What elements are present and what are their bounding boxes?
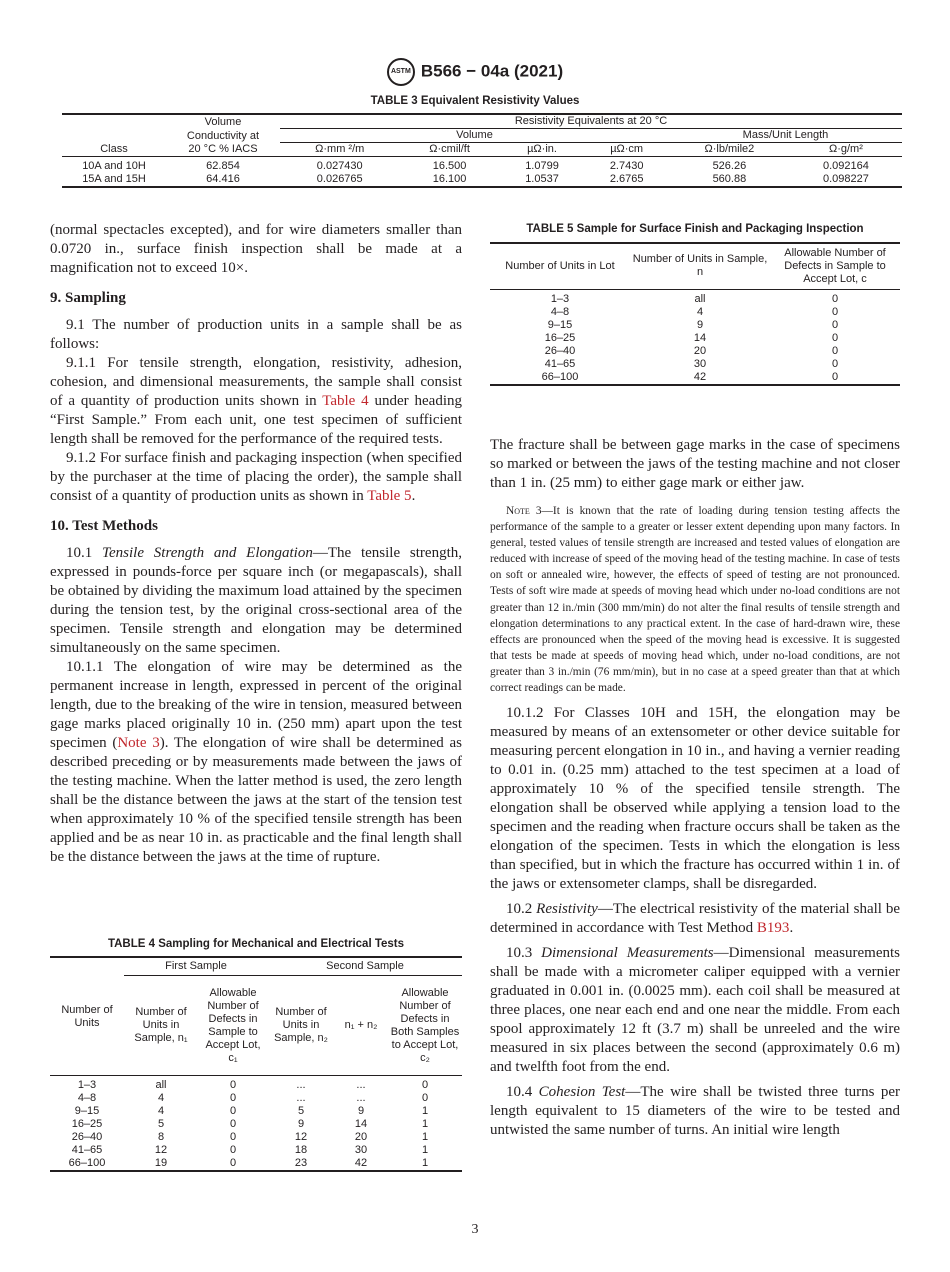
- table-cell: 0: [421, 1079, 429, 1091]
- text: under heading “First Sample.” From each unit, one test specimen of sufficient length shall be removed for the performance of the required tests.: [50, 393, 462, 447]
- subsection-title: Cohesion Test: [538, 1084, 626, 1101]
- table-row: [490, 306, 900, 319]
- th-n1: Number of Units in Sample, n₁: [134, 1006, 188, 1044]
- link-table-4[interactable]: Table 4: [322, 393, 369, 409]
- table-cell: 560.88: [712, 173, 747, 185]
- table-cell: 14: [354, 1118, 368, 1130]
- table-cell: 0: [831, 331, 839, 344]
- table4-caption: TABLE 4 Sampling for Mechanical and Electrical Tests: [107, 938, 405, 950]
- table-cell: 26–40: [544, 344, 576, 357]
- text: 10.3: [506, 945, 542, 962]
- table-cell: 1: [421, 1144, 429, 1156]
- th-unit: Ω·g/m²: [828, 143, 863, 155]
- table-cell: ...: [296, 1092, 306, 1104]
- table-cell: 12: [294, 1131, 308, 1143]
- table3-caption: TABLE 3 Equivalent Resistivity Values: [370, 95, 580, 107]
- table-cell: 26–40: [71, 1131, 103, 1143]
- text: 10.2: [506, 901, 537, 918]
- table-cell: 0.098227: [822, 173, 869, 185]
- table-row: [50, 1092, 462, 1105]
- table-row: [490, 332, 900, 345]
- text: 10.1: [66, 545, 103, 561]
- table-cell: 16–25: [71, 1118, 103, 1130]
- th-n2: Number of Units in Sample, n₂: [274, 1006, 328, 1044]
- page-number: 3: [471, 1222, 479, 1237]
- paragraph-9-1: 9.1 The number of production units in a sample shall be as follows:: [50, 317, 462, 352]
- table-cell: 41–65: [544, 357, 576, 370]
- left-column: [50, 221, 462, 867]
- table-cell: 1–3: [77, 1079, 97, 1091]
- th-number-of-units: Number of Units: [61, 1003, 113, 1029]
- table-cell: 23: [294, 1157, 308, 1169]
- table-cell: 64.416: [206, 173, 240, 185]
- table-cell: 12: [154, 1144, 168, 1156]
- paragraph-10-4: [490, 1083, 900, 1140]
- table-cell: 15A and 15H: [82, 173, 146, 185]
- table-cell: 0: [831, 344, 839, 357]
- table-cell: 0: [831, 357, 839, 370]
- table-cell: 0: [229, 1092, 237, 1104]
- table-cell: 0: [421, 1092, 429, 1104]
- table-cell: 41–65: [71, 1144, 103, 1156]
- th-unit: µΩ·cm: [610, 143, 644, 155]
- table-cell: 0: [831, 305, 839, 318]
- table-cell: 0: [831, 292, 839, 305]
- table-row: [62, 173, 902, 187]
- th-resistivity: Resistivity Equivalents at 20 °C: [280, 114, 902, 129]
- text: .: [789, 920, 794, 937]
- table-row: [490, 289, 900, 306]
- paragraph-9-1-1: [50, 354, 462, 449]
- text: —The electrical resistivity of the material shall be determined in accordance with Test Method: [490, 901, 901, 937]
- table-cell: 526.26: [712, 160, 747, 172]
- table-cell: 0: [831, 318, 839, 331]
- table-cell: 4–8: [77, 1092, 97, 1104]
- paragraph-10-1-1: [50, 658, 462, 867]
- table-cell: 1: [421, 1105, 429, 1117]
- th-unit: Ω·lb/mile2: [704, 143, 755, 155]
- table-cell: ...: [356, 1079, 366, 1091]
- table-row: [50, 1157, 462, 1171]
- table-cell: 9: [297, 1118, 305, 1130]
- table-cell: 0.026765: [316, 173, 363, 185]
- table-cell: 66–100: [68, 1157, 106, 1169]
- th-volume: Volume: [204, 115, 242, 128]
- table-row: [50, 1131, 462, 1144]
- subsection-title: Dimensional Measurements: [541, 945, 714, 962]
- table-cell: 4: [157, 1092, 165, 1104]
- table-row: [50, 1076, 462, 1093]
- subsection-title: Resistivity: [536, 901, 598, 918]
- table5-caption: TABLE 5 Sample for Surface Finish and Packaging Inspection: [526, 223, 864, 235]
- table-cell: 19: [154, 1157, 168, 1169]
- th-units-in-lot: Number of Units in Lot: [505, 259, 615, 272]
- text: 9.1.1 For tensile strength, elongation, resistivity, adhesion, cohesion, and dimensional measurements, the sample shall consist of a quantity of production units shown in: [50, 355, 462, 409]
- table-cell: 9: [357, 1105, 365, 1117]
- paragraph-10-2: [490, 900, 900, 938]
- section-heading-10: 10. Test Methods: [50, 518, 158, 534]
- th-first-sample: First Sample: [124, 957, 268, 976]
- table-cell: 4: [157, 1105, 165, 1117]
- table-cell: 0: [229, 1105, 237, 1117]
- th-unit: Ω·mm ²/m: [315, 143, 365, 155]
- text: 9.1.2 For surface finish and packaging inspection (when specified by the purchaser at the time of placing the order), the sample shall consist of a quantity of production units as shown in: [50, 450, 462, 504]
- table-cell: 5: [157, 1118, 165, 1130]
- text: 10.4: [506, 1084, 539, 1101]
- table-row: [490, 345, 900, 358]
- subsection-title: Tensile Strength and Elongation: [102, 545, 313, 561]
- th-unit: Ω·cmil/ft: [429, 143, 470, 155]
- table-cell: 10A and 10H: [82, 160, 146, 172]
- text: —The tensile strength, expressed in pounds-force per square inch (or megapascals), shall be obtained by dividing the maximum load attained by the specimen during the tension test, by the original cross-sectional area of the specimen. Tensile strength and elongation may be determined simultaneously on the same specimen.: [50, 545, 462, 656]
- table-cell: all: [155, 1079, 167, 1091]
- link-b193[interactable]: B193: [756, 920, 790, 937]
- table-cell: 66–100: [541, 370, 579, 383]
- table-cell: 0.092164: [822, 160, 869, 172]
- th-unit: µΩ·in.: [527, 143, 557, 155]
- table5: [490, 242, 900, 386]
- text: —Dimensional measurements shall be made with a micrometer caliper equipped with a vernier graduated in 0.001 in. (0.0025 mm). each coil shall be measured at three places, one near each end and one near the middle. From each spool approximately 12 ft (3.7 m) shall be unreeled and the wire measured in six places between the second (approximately 0.6 m) and twelfth foot from the end.: [490, 945, 900, 1076]
- section-heading-9: 9. Sampling: [50, 290, 126, 306]
- note-label: Note 3: [506, 505, 542, 517]
- table-cell: 5: [297, 1105, 305, 1117]
- note-3: [490, 503, 900, 696]
- table-cell: 14: [693, 331, 707, 344]
- table-cell: 62.854: [206, 160, 240, 172]
- table-cell: 2.6765: [609, 173, 644, 185]
- link-table-5[interactable]: Table 5: [367, 488, 412, 504]
- table-cell: 42: [354, 1157, 368, 1169]
- table-cell: 1.0537: [525, 173, 559, 185]
- table-cell: 9–15: [547, 318, 573, 331]
- paragraph-9-1-2: [50, 449, 462, 506]
- table-cell: 4–8: [550, 305, 570, 318]
- th-second-sample: Second Sample: [268, 957, 462, 976]
- text: .: [411, 488, 416, 504]
- table-cell: 20: [354, 1131, 368, 1143]
- table-cell: 16–25: [544, 331, 576, 344]
- th-iacs: 20 °C % IACS: [188, 143, 258, 155]
- designation: B566 − 04a (2021): [420, 61, 564, 81]
- th-mass: Mass/Unit Length: [669, 129, 902, 143]
- table-row: [50, 1144, 462, 1157]
- table-cell: 1: [421, 1118, 429, 1130]
- table-cell: all: [694, 292, 706, 305]
- table-row: [50, 1118, 462, 1131]
- astm-logo-icon: ASTM: [387, 58, 415, 86]
- table-cell: 20: [693, 344, 707, 357]
- paragraph-fracture: The fracture shall be between gage marks in the case of specimens so marked or between the jaws of the testing machine and not closer than 1 in. (25 mm) to either gage mark or either jaw.: [490, 437, 900, 491]
- th-c2: Allowable Number of Defects in Both Samples to Accept Lot, c₂: [390, 986, 460, 1064]
- table-cell: 0: [229, 1079, 237, 1091]
- th-allowable-defects: Allowable Number of Defects in Sample to Accept Lot, c: [784, 246, 886, 285]
- table-cell: 0: [229, 1144, 237, 1156]
- table-cell: 0: [229, 1157, 237, 1169]
- table-cell: ...: [356, 1092, 366, 1104]
- right-column: [490, 436, 900, 1140]
- table-cell: 8: [157, 1131, 165, 1143]
- table-cell: 1–3: [550, 292, 570, 305]
- table-cell: 42: [693, 370, 707, 383]
- table-cell: 1: [421, 1131, 429, 1143]
- table-cell: 1.0799: [525, 160, 559, 172]
- table-row: [490, 358, 900, 371]
- text: 10.1.1 The elongation of wire may be determined as the permanent increase in length, expressed in percent of the original length, due to the breaking of the wire in tension, measured between gage marks placed originally 10 in. (250 mm) apart upon the test specimen (: [50, 659, 462, 751]
- th-c1: Allowable Number of Defects in Sample to Accept Lot, c₁: [205, 986, 261, 1064]
- text: —It is known that the rate of loading during tension testing affects the performance of the sample to a greater or lesser extent depending upon many factors. In general, tested values of tensile strength are increased and tested values of elongation are reduced with increase of speed of the moving head of the testing machine. In case of tests on soft or annealed wire, however, the effects of speed of testing are not pronounced. Tests of soft wire made at speeds of moving head which under no-load conditions are not greater than 12 in./min (300 mm/min) do not alter the final results of tensile strength and elongation determinations to any practical extent. In the case of hard-drawn wire, these effects are pronounced when the speed of the moving head is excessive. It is suggested that tests be made at speeds of moving head which, under no-load conditions, are not greater than 3 in./min (76 mm/min), but in no case at a speed greater than that at which correct readings can be made.: [490, 505, 900, 695]
- table-row: [490, 319, 900, 332]
- link-note-3[interactable]: Note 3: [117, 735, 160, 751]
- th-n1-plus-n2: n₁ + n₂: [344, 1019, 378, 1031]
- table-cell: 4: [696, 305, 704, 318]
- paragraph-10-3: [490, 944, 900, 1077]
- table-cell: 30: [693, 357, 707, 370]
- table-cell: 2.7430: [609, 160, 644, 172]
- table-cell: 16.500: [432, 160, 467, 172]
- table4: [50, 956, 462, 1172]
- table-cell: ...: [296, 1079, 306, 1091]
- table-cell: 30: [354, 1144, 368, 1156]
- table-cell: 9–15: [74, 1105, 100, 1117]
- table3: [62, 113, 902, 188]
- table-cell: 0: [229, 1131, 237, 1143]
- table-cell: 0.027430: [316, 160, 363, 172]
- text: —The wire shall be twisted three turns per length equivalent to 15 diameters of the wire to be tested and untwisted the same number of turns. An initial wire length: [490, 1084, 901, 1139]
- table-cell: 0: [831, 370, 839, 383]
- table-cell: 16.100: [432, 173, 467, 185]
- table-row: [490, 371, 900, 385]
- th-class: Class: [100, 143, 128, 155]
- table-cell: 18: [294, 1144, 308, 1156]
- table-cell: 0: [229, 1118, 237, 1130]
- paragraph-10-1: [50, 544, 462, 658]
- paragraph-10-1-2: 10.1.2 For Classes 10H and 15H, the elongation may be measured by means of an extensometer or other device suitable for measuring percent elongation in 10 in., and having a vernier reading to 0.01 in. (0.25 mm) attached to the test specimen at a load of approximately 10 % of the specified tensile strength. The elongation shall be observed while applying a tension load to the specimen and the reading when fracture occurs shall be taken as the elongation of the specimen. Tests in which the elongation is less than specified, but in which the fracture has occurred within 1 in. of the jaws or extensometer clamps, shall be disregarded.: [490, 705, 900, 893]
- paragraph: (normal spectacles excepted), and for wire diameters smaller than 0.0720 in., surface finish inspection shall be made at a magnification not to exceed 10×.: [50, 222, 462, 276]
- th-volume-group: Volume: [280, 129, 669, 143]
- table-cell: 1: [421, 1157, 429, 1169]
- table-cell: 9: [696, 318, 704, 331]
- table-row: [50, 1105, 462, 1118]
- table-row: [62, 157, 902, 174]
- text: ). The elongation of wire shall be determined as described preceding or by measurements made between the jaws of the testing machine. When the latter method is used, the zero length shall be the distance between the jaws at the start of the tension test when approximately 10 % of the specified tensile strength has been applied and be as near 10 in. as practicable and the final length shall be the distance between the jaws at the time of rupture.: [50, 735, 462, 865]
- th-units-in-sample: Number of Units in Sample, n: [632, 253, 768, 279]
- page-header: [0, 58, 950, 86]
- th-conductivity: Conductivity at: [186, 129, 260, 142]
